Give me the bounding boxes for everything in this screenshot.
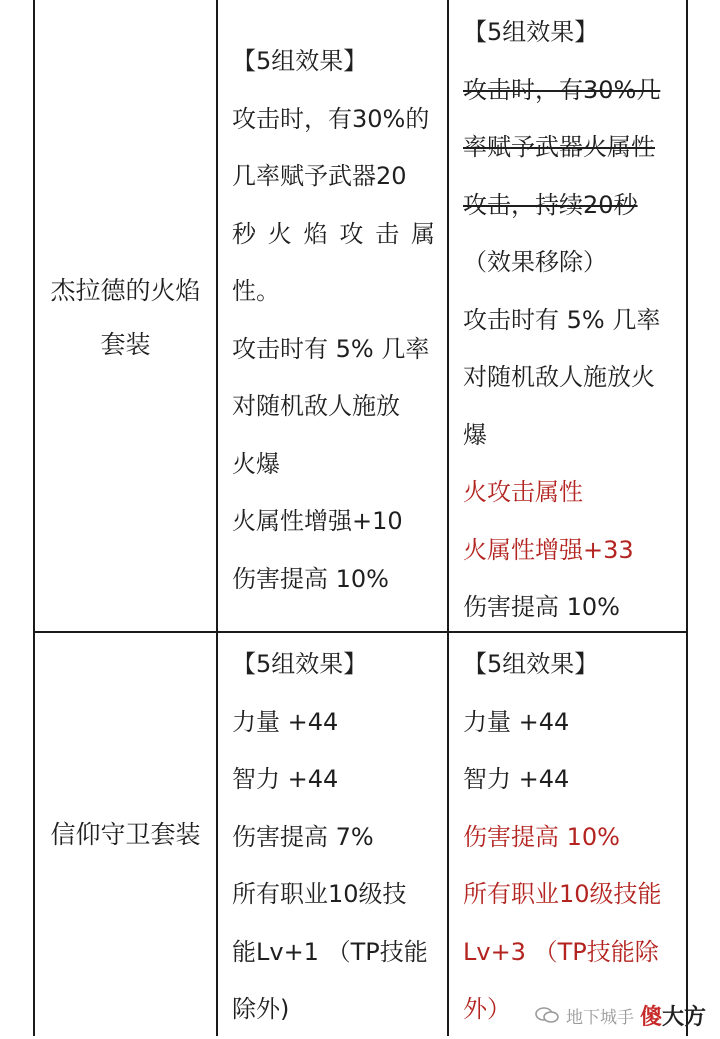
effect-line: 能Lv+1 （TP技能 <box>232 937 428 966</box>
effect-line: 几率赋予武器20 <box>232 162 407 190</box>
new-effect-cell <box>463 636 675 1039</box>
effect-line: 攻击时，有30%的 <box>232 104 430 133</box>
watermark-brand-first: 傻 <box>639 1004 662 1030</box>
changed-effect-line: 火属性增强+33 <box>463 535 634 564</box>
effect-line: 智力 +44 <box>232 765 339 793</box>
changed-effect-line: 伤害提高 10% <box>463 822 620 851</box>
set-name-line: 套装 <box>100 330 151 359</box>
effect-line: 【5组效果】 <box>463 18 599 46</box>
effect-line: 伤害提高 10% <box>463 593 620 621</box>
effect-line: 火属性增强+10 <box>232 507 403 535</box>
table-divider-2 <box>447 0 449 1036</box>
removed-effect-line: 攻击，持续20秒 <box>463 190 638 219</box>
effect-line: 【5组效果】 <box>232 47 368 75</box>
changed-effect-line: 所有职业10级技能 <box>463 880 662 908</box>
changed-effect-line: 外） <box>463 995 511 1023</box>
effect-line: 对随机敌人施放 <box>232 392 400 420</box>
table-divider-1 <box>216 0 218 1036</box>
effect-line: 火爆 <box>232 449 280 478</box>
watermark-channel: 地下城手 <box>565 1007 634 1028</box>
effect-line: 对随机敌人施放火 <box>463 363 655 391</box>
set-name-line: 信仰守卫套装 <box>50 820 201 849</box>
effect-line: 【5组效果】 <box>232 650 368 678</box>
set-name-line: 杰拉德的火焰 <box>50 276 201 305</box>
removed-effect-line: 攻击时，有30%几 <box>463 75 661 104</box>
effect-line: 攻击时有 5% 几率 <box>463 305 661 334</box>
effect-line: 伤害提高 7% <box>232 822 374 851</box>
old-effect-cell <box>232 33 435 608</box>
changed-effect-line: 火攻击属性 <box>463 478 583 506</box>
watermark-brand <box>640 1000 706 1031</box>
set-name-cell <box>35 264 216 372</box>
effect-removed-note: （效果移除） <box>463 248 607 276</box>
effect-line: 除外) <box>232 995 290 1023</box>
effect-line: 力量 +44 <box>463 707 570 736</box>
table-border-left <box>33 0 35 1036</box>
set-name-cell <box>35 808 216 862</box>
removed-effect-line: 率赋予武器火属性 <box>463 133 655 161</box>
effect-line: 所有职业10级技 <box>232 880 407 908</box>
effect-line: 攻击时有 5% 几率 <box>232 334 430 363</box>
effect-line: 爆 <box>463 420 487 449</box>
effect-line: 秒火焰攻击属 <box>232 219 435 248</box>
wechat-icon <box>534 1006 560 1024</box>
effect-line: 伤害提高 10% <box>232 564 389 593</box>
effect-line: 力量 +44 <box>232 707 339 736</box>
table-border-right <box>686 0 688 1036</box>
effect-line: 性。 <box>232 277 280 305</box>
watermark-brand-rest: 大方 <box>661 1004 706 1030</box>
watermark <box>534 1000 706 1030</box>
old-effect-cell <box>232 636 435 1039</box>
effect-line: 【5组效果】 <box>463 650 599 678</box>
changed-effect-line: Lv+3 （TP技能除 <box>463 937 659 966</box>
new-effect-cell <box>463 4 675 637</box>
effect-line: 智力 +44 <box>463 765 570 793</box>
